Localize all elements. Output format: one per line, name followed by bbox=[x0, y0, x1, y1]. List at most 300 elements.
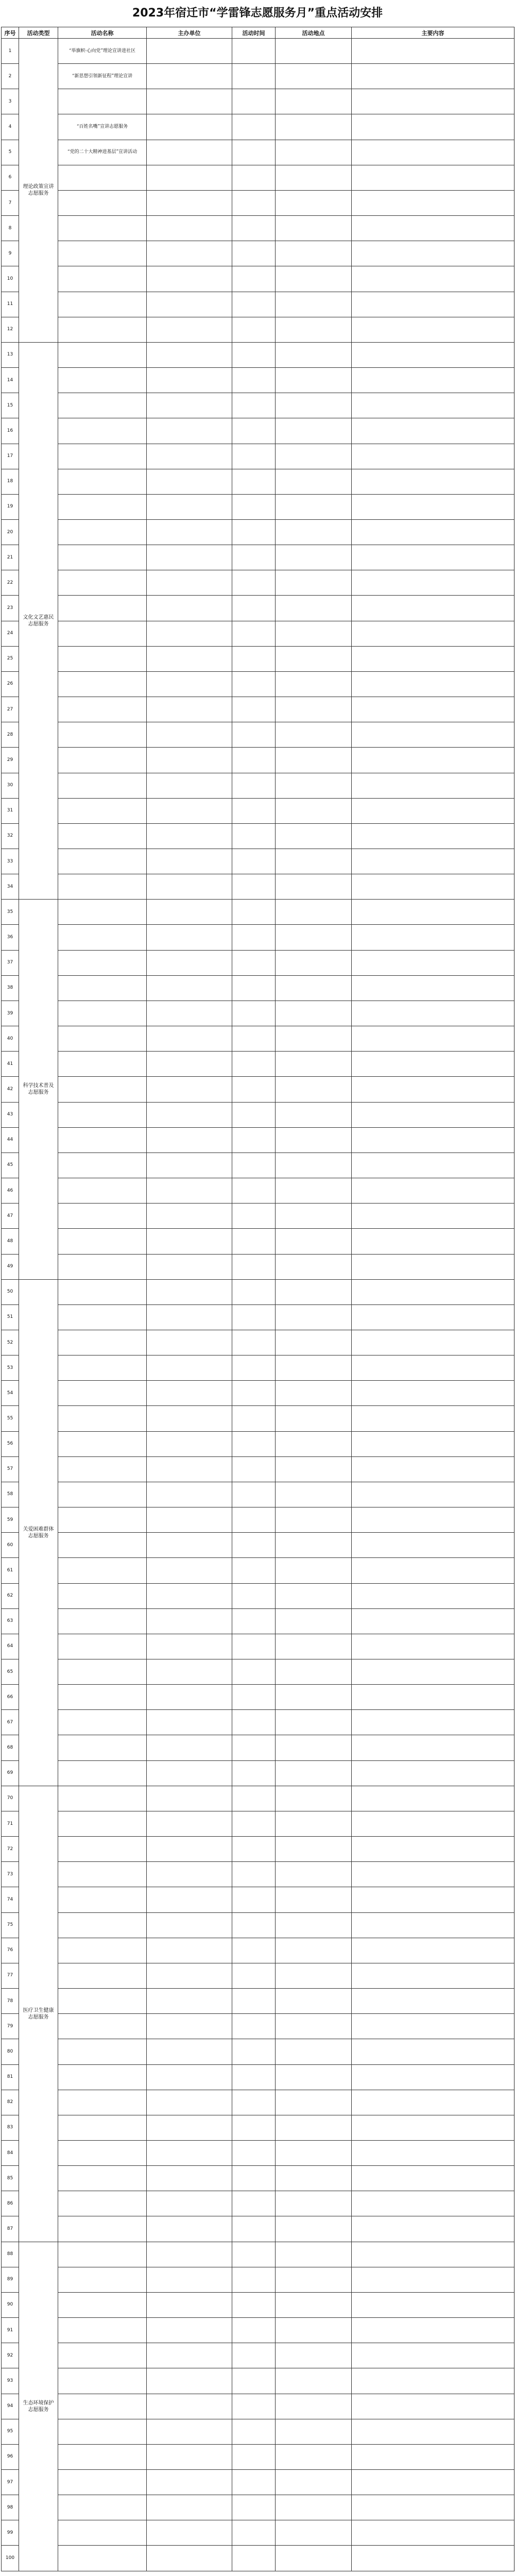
table-row bbox=[2, 444, 514, 469]
cell-time bbox=[232, 1760, 276, 1786]
cell-seq: 77 bbox=[2, 1963, 19, 1988]
cell-content bbox=[352, 545, 514, 570]
cell-activity-name bbox=[58, 2292, 147, 2317]
cell-host bbox=[147, 2419, 232, 2444]
cell-seq: 83 bbox=[2, 2115, 19, 2140]
table-row bbox=[2, 241, 514, 266]
cell-time bbox=[232, 545, 276, 570]
table-row bbox=[2, 1355, 514, 1381]
cell-activity-name bbox=[58, 2495, 147, 2520]
table-body bbox=[2, 39, 514, 2571]
cell-content bbox=[352, 2520, 514, 2546]
cell-host bbox=[147, 1178, 232, 1204]
cell-time bbox=[232, 748, 276, 773]
cell-activity-name bbox=[58, 494, 147, 519]
cell-host bbox=[147, 975, 232, 1001]
cell-place bbox=[276, 1406, 352, 1431]
cell-place bbox=[276, 1963, 352, 1988]
table-row bbox=[2, 1330, 514, 1355]
cell-activity-name bbox=[58, 2064, 147, 2090]
cell-seq: 62 bbox=[2, 1583, 19, 1608]
cell-time bbox=[232, 469, 276, 494]
cell-content bbox=[352, 190, 514, 215]
cell-content bbox=[352, 342, 514, 367]
cell-seq: 14 bbox=[2, 368, 19, 393]
cell-place bbox=[276, 114, 352, 140]
cell-activity-name bbox=[58, 1254, 147, 1279]
cell-host bbox=[147, 2242, 232, 2267]
cell-activity-name bbox=[58, 241, 147, 266]
cell-host bbox=[147, 1330, 232, 1355]
cell-place bbox=[276, 241, 352, 266]
cell-seq: 11 bbox=[2, 292, 19, 317]
cell-time bbox=[232, 1077, 276, 1102]
cell-content bbox=[352, 823, 514, 849]
cell-seq: 98 bbox=[2, 2495, 19, 2520]
cell-activity-name bbox=[58, 874, 147, 900]
table-row bbox=[2, 1026, 514, 1052]
cell-place bbox=[276, 975, 352, 1001]
table-row bbox=[2, 1558, 514, 1583]
cell-content bbox=[352, 2419, 514, 2444]
cell-content bbox=[352, 1052, 514, 1077]
cell-host bbox=[147, 519, 232, 545]
cell-seq: 73 bbox=[2, 1862, 19, 1887]
table-row bbox=[2, 2115, 514, 2140]
table-row bbox=[2, 596, 514, 621]
table-row bbox=[2, 2166, 514, 2191]
cell-host bbox=[147, 317, 232, 342]
cell-time bbox=[232, 798, 276, 823]
cell-seq: 25 bbox=[2, 646, 19, 671]
cell-activity-name bbox=[58, 1558, 147, 1583]
cell-activity-name bbox=[58, 950, 147, 975]
cell-activity-name bbox=[58, 1710, 147, 1735]
cell-seq: 80 bbox=[2, 2039, 19, 2064]
table-row bbox=[2, 975, 514, 1001]
cell-activity-name bbox=[58, 596, 147, 621]
cell-content bbox=[352, 2343, 514, 2368]
cell-host bbox=[147, 2368, 232, 2394]
cell-content bbox=[352, 1381, 514, 1406]
cell-time bbox=[232, 89, 276, 114]
cell-seq: 56 bbox=[2, 1431, 19, 1456]
table-row bbox=[2, 342, 514, 367]
cell-time bbox=[232, 1431, 276, 1456]
cell-seq: 24 bbox=[2, 621, 19, 646]
cell-place bbox=[276, 697, 352, 722]
cell-host bbox=[147, 2318, 232, 2343]
cell-host bbox=[147, 114, 232, 140]
cell-host bbox=[147, 1533, 232, 1558]
cell-activity-name bbox=[58, 2090, 147, 2115]
cell-seq: 82 bbox=[2, 2090, 19, 2115]
table-row bbox=[2, 2242, 514, 2267]
cell-content bbox=[352, 1279, 514, 1304]
header-row bbox=[2, 27, 514, 39]
cell-time bbox=[232, 2115, 276, 2140]
cell-activity-name bbox=[58, 89, 147, 114]
table-row bbox=[2, 2394, 514, 2419]
cell-place bbox=[276, 2546, 352, 2571]
cell-place bbox=[276, 1735, 352, 1760]
cell-content bbox=[352, 671, 514, 697]
cell-host bbox=[147, 2166, 232, 2191]
cell-seq: 33 bbox=[2, 849, 19, 874]
cell-seq: 70 bbox=[2, 1786, 19, 1811]
table-row bbox=[2, 621, 514, 646]
cell-content bbox=[352, 1330, 514, 1355]
table-row bbox=[2, 1431, 514, 1456]
cell-time bbox=[232, 1330, 276, 1355]
cell-place bbox=[276, 1077, 352, 1102]
cell-time bbox=[232, 266, 276, 292]
cell-host bbox=[147, 545, 232, 570]
cell-seq: 42 bbox=[2, 1077, 19, 1102]
cell-activity-name bbox=[58, 1204, 147, 1229]
cell-time bbox=[232, 2216, 276, 2242]
cell-host bbox=[147, 1001, 232, 1026]
cell-content bbox=[352, 849, 514, 874]
cell-host bbox=[147, 216, 232, 241]
table-row bbox=[2, 1102, 514, 1127]
cell-activity-name bbox=[58, 1355, 147, 1381]
cell-time bbox=[232, 1989, 276, 2014]
cell-place bbox=[276, 2267, 352, 2292]
cell-host bbox=[147, 2546, 232, 2571]
cell-time bbox=[232, 1735, 276, 1760]
cell-seq: 65 bbox=[2, 1659, 19, 1685]
cell-place bbox=[276, 2419, 352, 2444]
cell-activity-name bbox=[58, 1456, 147, 1482]
cell-seq: 93 bbox=[2, 2368, 19, 2394]
cell-seq: 8 bbox=[2, 216, 19, 241]
cell-activity-name bbox=[58, 2242, 147, 2267]
cell-activity-name bbox=[58, 1608, 147, 1634]
cell-host bbox=[147, 748, 232, 773]
table-row bbox=[2, 266, 514, 292]
cell-activity-name bbox=[58, 1077, 147, 1102]
cell-place bbox=[276, 1989, 352, 2014]
table-row bbox=[2, 671, 514, 697]
cell-activity-name bbox=[58, 1026, 147, 1052]
cell-activity-name bbox=[58, 165, 147, 190]
cell-content bbox=[352, 2140, 514, 2165]
cell-place bbox=[276, 1685, 352, 1710]
table-row bbox=[2, 469, 514, 494]
table-row bbox=[2, 2039, 514, 2064]
cell-time bbox=[232, 1406, 276, 1431]
cell-place bbox=[276, 1862, 352, 1887]
cell-host bbox=[147, 64, 232, 89]
table-row bbox=[2, 1786, 514, 1811]
table-row bbox=[2, 2444, 514, 2469]
cell-content bbox=[352, 165, 514, 190]
cell-seq: 59 bbox=[2, 1507, 19, 1533]
table-row bbox=[2, 722, 514, 748]
cell-content bbox=[352, 89, 514, 114]
cell-activity-name bbox=[58, 1482, 147, 1507]
cell-content bbox=[352, 64, 514, 89]
cell-content bbox=[352, 1533, 514, 1558]
cell-host bbox=[147, 570, 232, 596]
cell-time bbox=[232, 140, 276, 165]
cell-host bbox=[147, 1026, 232, 1052]
cell-host bbox=[147, 2470, 232, 2495]
cell-time bbox=[232, 950, 276, 975]
cell-content bbox=[352, 1710, 514, 1735]
cell-time bbox=[232, 64, 276, 89]
cell-activity-name bbox=[58, 1001, 147, 1026]
cell-activity-name bbox=[58, 2140, 147, 2165]
cell-host bbox=[147, 1482, 232, 1507]
cell-seq: 55 bbox=[2, 1406, 19, 1431]
cell-time bbox=[232, 975, 276, 1001]
cell-time bbox=[232, 1102, 276, 1127]
cell-time bbox=[232, 1304, 276, 1330]
cell-activity-name bbox=[58, 823, 147, 849]
cell-seq: 39 bbox=[2, 1001, 19, 1026]
table-row bbox=[2, 2546, 514, 2571]
cell-place bbox=[276, 900, 352, 925]
table-header bbox=[2, 27, 514, 39]
cell-content bbox=[352, 646, 514, 671]
cell-content bbox=[352, 1127, 514, 1153]
cell-content bbox=[352, 1837, 514, 1862]
cell-place bbox=[276, 596, 352, 621]
cell-place bbox=[276, 1938, 352, 1963]
cell-host bbox=[147, 722, 232, 748]
cell-activity-name bbox=[58, 2520, 147, 2546]
cell-time bbox=[232, 570, 276, 596]
cell-time bbox=[232, 823, 276, 849]
table-row bbox=[2, 1608, 514, 1634]
cell-activity-name bbox=[58, 1330, 147, 1355]
cell-time bbox=[232, 849, 276, 874]
cell-content bbox=[352, 2014, 514, 2039]
cell-host bbox=[147, 773, 232, 798]
cell-host bbox=[147, 342, 232, 367]
cell-host bbox=[147, 596, 232, 621]
cell-time bbox=[232, 2470, 276, 2495]
cell-content bbox=[352, 570, 514, 596]
cell-host bbox=[147, 1304, 232, 1330]
cell-place bbox=[276, 1634, 352, 1659]
cell-host bbox=[147, 2444, 232, 2469]
cell-place bbox=[276, 342, 352, 367]
table-row bbox=[2, 1583, 514, 1608]
cell-host bbox=[147, 469, 232, 494]
cell-time bbox=[232, 2343, 276, 2368]
cell-place bbox=[276, 849, 352, 874]
cell-activity-type: 文化文艺惠民志愿服务 bbox=[19, 342, 58, 899]
cell-activity-name bbox=[58, 2394, 147, 2419]
cell-host bbox=[147, 190, 232, 215]
cell-activity-name bbox=[58, 1811, 147, 1836]
cell-seq: 16 bbox=[2, 418, 19, 444]
cell-time bbox=[232, 1786, 276, 1811]
cell-place bbox=[276, 444, 352, 469]
cell-activity-name bbox=[58, 2368, 147, 2394]
table-row bbox=[2, 1760, 514, 1786]
cell-place bbox=[276, 1254, 352, 1279]
cell-time bbox=[232, 1811, 276, 1836]
cell-content bbox=[352, 2292, 514, 2317]
table-row bbox=[2, 1634, 514, 1659]
cell-host bbox=[147, 2140, 232, 2165]
cell-seq: 99 bbox=[2, 2520, 19, 2546]
table-row bbox=[2, 1153, 514, 1178]
cell-place bbox=[276, 1786, 352, 1811]
table-row bbox=[2, 1685, 514, 1710]
cell-host bbox=[147, 292, 232, 317]
table-row bbox=[2, 849, 514, 874]
cell-time bbox=[232, 2368, 276, 2394]
table-row bbox=[2, 165, 514, 190]
cell-seq: 23 bbox=[2, 596, 19, 621]
cell-activity-name bbox=[58, 900, 147, 925]
cell-activity-name bbox=[58, 975, 147, 1001]
cell-time bbox=[232, 2267, 276, 2292]
cell-host bbox=[147, 2039, 232, 2064]
cell-seq: 95 bbox=[2, 2419, 19, 2444]
cell-content bbox=[352, 2191, 514, 2216]
cell-activity-name bbox=[58, 545, 147, 570]
cell-place bbox=[276, 1279, 352, 1304]
cell-time bbox=[232, 2064, 276, 2090]
cell-activity-name bbox=[58, 697, 147, 722]
cell-activity-name bbox=[58, 1102, 147, 1127]
cell-content bbox=[352, 1685, 514, 1710]
cell-activity-name bbox=[58, 1963, 147, 1988]
cell-activity-type: 关爱困难群体志愿服务 bbox=[19, 1279, 58, 1786]
cell-content bbox=[352, 1634, 514, 1659]
cell-seq: 61 bbox=[2, 1558, 19, 1583]
cell-place bbox=[276, 1026, 352, 1052]
cell-activity-name bbox=[58, 2343, 147, 2368]
cell-content bbox=[352, 292, 514, 317]
cell-seq: 38 bbox=[2, 975, 19, 1001]
table-row bbox=[2, 2470, 514, 2495]
cell-activity-name bbox=[58, 1229, 147, 1254]
cell-place bbox=[276, 2191, 352, 2216]
cell-time bbox=[232, 190, 276, 215]
cell-host bbox=[147, 1685, 232, 1710]
cell-activity-name bbox=[58, 1912, 147, 1938]
table-row bbox=[2, 2216, 514, 2242]
cell-content bbox=[352, 2039, 514, 2064]
cell-content bbox=[352, 519, 514, 545]
cell-activity-name bbox=[58, 2470, 147, 2495]
cell-time bbox=[232, 494, 276, 519]
cell-content bbox=[352, 697, 514, 722]
cell-time bbox=[232, 1862, 276, 1887]
cell-activity-name bbox=[58, 2191, 147, 2216]
cell-time bbox=[232, 1456, 276, 1482]
cell-seq: 91 bbox=[2, 2318, 19, 2343]
cell-place bbox=[276, 393, 352, 418]
table-row bbox=[2, 1178, 514, 1204]
cell-host bbox=[147, 1127, 232, 1153]
cell-activity-name bbox=[58, 1304, 147, 1330]
cell-host bbox=[147, 2520, 232, 2546]
cell-place bbox=[276, 2166, 352, 2191]
cell-host bbox=[147, 418, 232, 444]
cell-activity-name bbox=[58, 1837, 147, 1862]
cell-seq: 46 bbox=[2, 1178, 19, 1204]
cell-place bbox=[276, 165, 352, 190]
cell-activity-name bbox=[58, 444, 147, 469]
cell-seq: 18 bbox=[2, 469, 19, 494]
cell-host bbox=[147, 2495, 232, 2520]
cell-time bbox=[232, 1938, 276, 1963]
cell-content bbox=[352, 1229, 514, 1254]
cell-content bbox=[352, 798, 514, 823]
cell-time bbox=[232, 2039, 276, 2064]
cell-content bbox=[352, 1735, 514, 1760]
cell-content bbox=[352, 2368, 514, 2394]
cell-seq: 31 bbox=[2, 798, 19, 823]
cell-activity-name bbox=[58, 266, 147, 292]
cell-time bbox=[232, 1710, 276, 1735]
cell-place bbox=[276, 1507, 352, 1533]
header-seq: 序号 bbox=[2, 27, 19, 39]
table-row bbox=[2, 39, 514, 64]
cell-place bbox=[276, 2470, 352, 2495]
cell-place bbox=[276, 2495, 352, 2520]
table-row bbox=[2, 1254, 514, 1279]
cell-time bbox=[232, 317, 276, 342]
cell-content bbox=[352, 1406, 514, 1431]
table-row bbox=[2, 292, 514, 317]
cell-seq: 4 bbox=[2, 114, 19, 140]
cell-seq: 7 bbox=[2, 190, 19, 215]
cell-content bbox=[352, 2090, 514, 2115]
cell-host bbox=[147, 2014, 232, 2039]
cell-content bbox=[352, 469, 514, 494]
cell-place bbox=[276, 545, 352, 570]
cell-time bbox=[232, 900, 276, 925]
cell-place bbox=[276, 773, 352, 798]
cell-host bbox=[147, 1077, 232, 1102]
cell-activity-name bbox=[58, 342, 147, 367]
cell-activity-name bbox=[58, 2546, 147, 2571]
cell-place bbox=[276, 1229, 352, 1254]
cell-activity-name bbox=[58, 2444, 147, 2469]
cell-activity-name bbox=[58, 317, 147, 342]
cell-seq: 2 bbox=[2, 64, 19, 89]
cell-activity-name bbox=[58, 292, 147, 317]
cell-activity-name bbox=[58, 1989, 147, 2014]
cell-time bbox=[232, 342, 276, 367]
cell-place bbox=[276, 1304, 352, 1330]
cell-seq: 29 bbox=[2, 748, 19, 773]
cell-time bbox=[232, 444, 276, 469]
cell-host bbox=[147, 494, 232, 519]
cell-seq: 63 bbox=[2, 1608, 19, 1634]
table-row bbox=[2, 1001, 514, 1026]
cell-activity-name bbox=[58, 2039, 147, 2064]
cell-content bbox=[352, 39, 514, 64]
cell-place bbox=[276, 2242, 352, 2267]
table-row bbox=[2, 1887, 514, 1912]
table-row bbox=[2, 2014, 514, 2039]
header-place: 活动地点 bbox=[276, 27, 352, 39]
cell-place bbox=[276, 64, 352, 89]
cell-seq: 53 bbox=[2, 1355, 19, 1381]
cell-content bbox=[352, 773, 514, 798]
cell-time bbox=[232, 1279, 276, 1304]
